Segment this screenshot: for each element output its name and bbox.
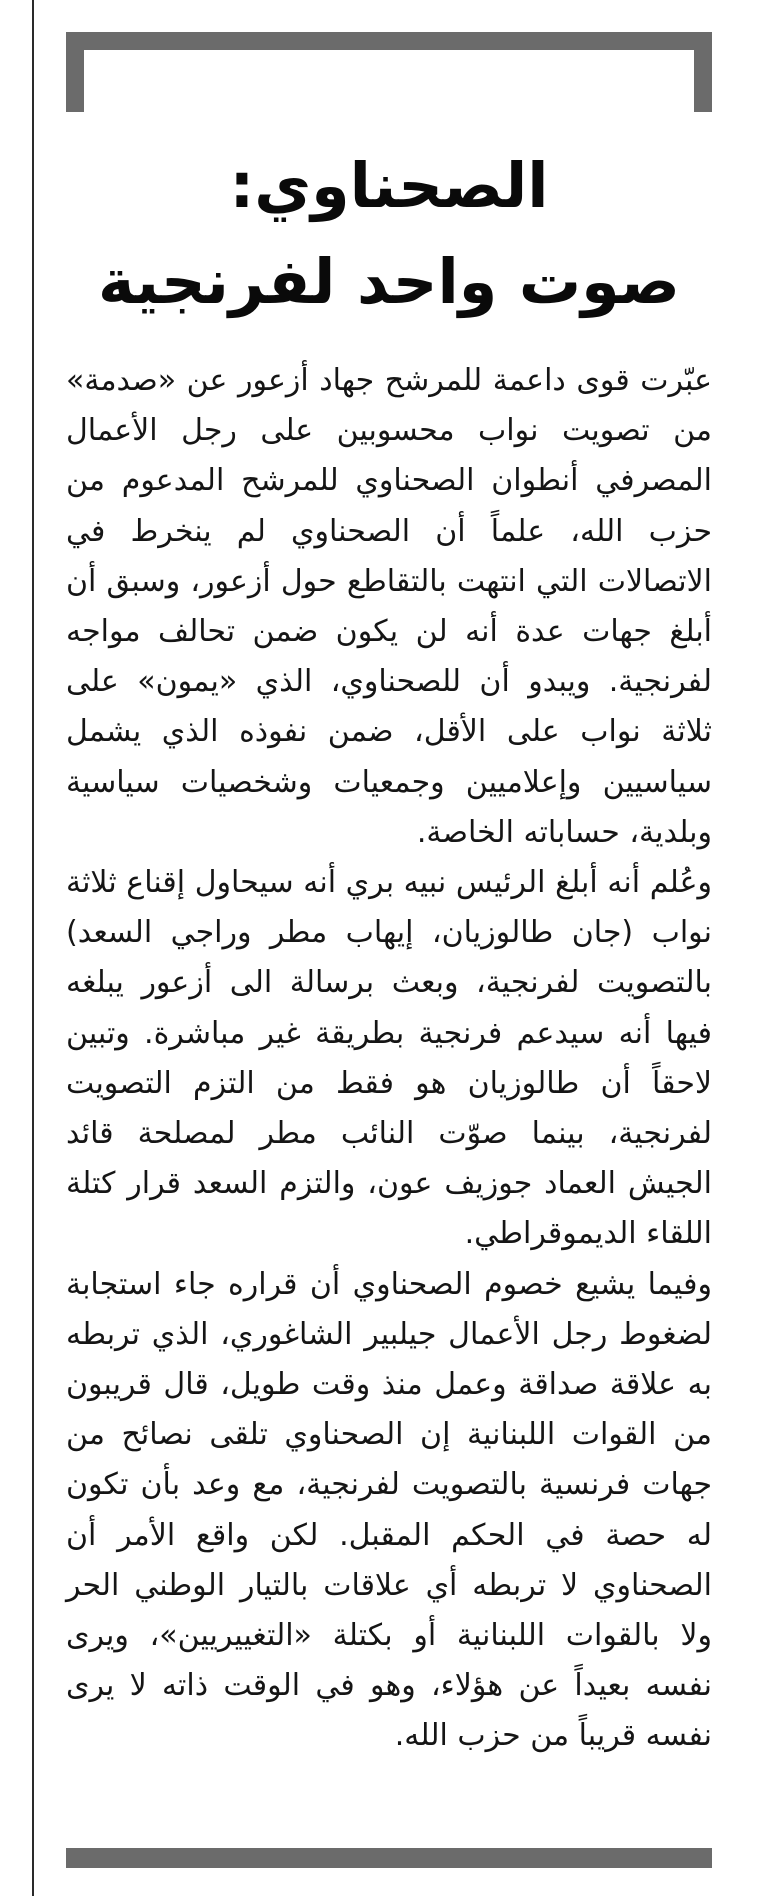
- article-body: [66, 356, 712, 1762]
- article-paragraph-2: وعُلم أنه أبلغ الرئيس نبيه بري أنه سيحاول إقناع ثلاثة نواب (جان طالوزيان، إيهاب مطر وراجي السعد) بالتصويت لفرنجية، وبعث برسالة الى أزعور يبلغه فيها أنه سيدعم فرنجية بطريقة غير مباشرة. وتبين لاحقاً أن طالوزيان هو فقط من التزم التصويت لفرنجية، بينما صوّت النائب مطر لمصلحة قائد الجيش العماد جوزيف عون، والتزم السعد قرار كتلة اللقاء الديموقراطي.: [66, 865, 712, 1252]
- article-paragraph-1: عبّرت قوى داعمة للمرشح جهاد أزعور عن «صدمة» من تصويت نواب محسوبين على رجل الأعمال المصرفي أنطوان الصحناوي للمرشح المدعوم من حزب الله، علماً أن الصحناوي لم ينخرط في الاتصالات التي انتهت بالتقاطع حول أزعور، وسبق أن أبلغ جهات عدة أنه لن يكون ضمن تحالف مواجه لفرنجية. ويبدو أن للصحناوي، الذي «يمون» على ثلاثة نواب على الأقل، ضمن نفوذه الذي يشمل سياسيين وإعلاميين وجمعيات وشخصيات سياسية وبلدية، حساباته الخاصة.: [66, 363, 712, 850]
- top-frame-bracket: [66, 32, 712, 112]
- headline-line-2: صوت واحد لفرنجية: [98, 245, 680, 318]
- headline-line-1: الصحناوي:: [229, 149, 549, 222]
- bottom-frame-bar: [66, 1848, 712, 1868]
- column-left-rule: [32, 0, 34, 1896]
- article-paragraph-3: وفيما يشيع خصوم الصحناوي أن قراره جاء استجابة لضغوط رجل الأعمال جيلبير الشاغوري، الذي تربطه به علاقة صداقة وعمل منذ وقت طويل، قال قريبون من القوات اللبنانية إن الصحناوي تلقى نصائح من جهات فرنسية بالتصويت لفرنجية، مع وعد بأن تكون له حصة في الحكم المقبل. لكن واقع الأمر أن الصحناوي لا تربطه أي علاقات بالتيار الوطني الحر ولا بالقوات اللبنانية أو بكتلة «التغييريين»، ويرى نفسه بعيداً عن هؤلاء، وهو في الوقت ذاته لا يرى نفسه قريباً من حزب الله.: [66, 1266, 712, 1754]
- headline: [66, 138, 712, 330]
